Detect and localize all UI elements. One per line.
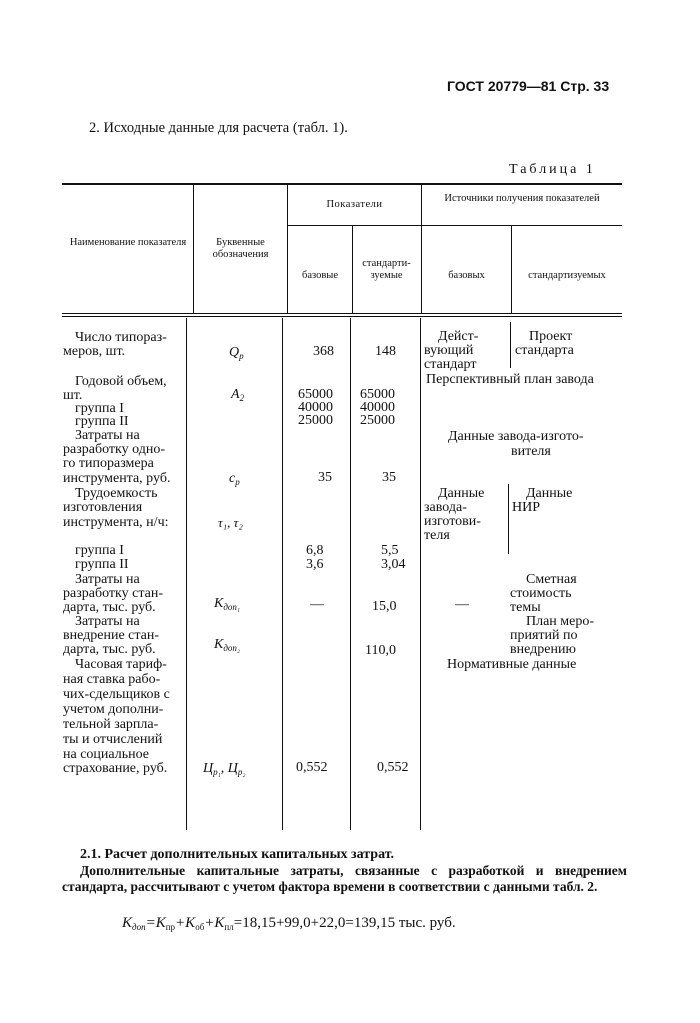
- subheading: 2.1. Расчет дополнительных капитальных затрат.: [80, 847, 395, 862]
- r4-group1-std: 5,5: [381, 543, 399, 558]
- r2-base: 65000: [298, 387, 333, 402]
- r4-src-base-line1: Данные: [438, 486, 485, 501]
- vline-source-2: [508, 484, 509, 554]
- vline-body-4: [420, 318, 421, 830]
- r5-name-line3: дарта, тыс. руб.: [63, 600, 156, 615]
- r1-src-std-line2: стандарта: [515, 343, 574, 358]
- r5-src-base: —: [455, 597, 469, 612]
- r5-name-line1: Затраты на: [75, 572, 140, 587]
- r5-name-line2: разработку стан-: [63, 586, 163, 601]
- col-name-header: Наименование показателя: [69, 237, 187, 248]
- r3-name-line2: разработку одно-: [63, 442, 165, 457]
- r6-src-std-line3: внедрению: [510, 642, 576, 657]
- vline-body-1: [186, 318, 187, 830]
- r1-std: 148: [375, 344, 396, 359]
- table-top-rule: [62, 183, 622, 185]
- header-bottom-rule-2: [62, 316, 622, 317]
- table-label: Таблица 1: [509, 162, 596, 177]
- running-header: ГОСТ 20779—81 Стр. 33: [447, 78, 610, 94]
- r1-src-base-line1: Дейст-: [438, 329, 479, 344]
- vline-source-1: [510, 322, 511, 368]
- r4-src-std-line2: НИР: [512, 500, 541, 515]
- r4-src-base-line3: изготови-: [424, 514, 481, 529]
- r7-symbol: $Ц_{р_1}$, $Ц_{р_2}$: [203, 761, 246, 777]
- r2-name-line1: Годовой объем,: [75, 374, 167, 389]
- r3-name-line1: Затраты на: [75, 428, 140, 443]
- r5-src-std-line2: стоимость: [510, 586, 572, 601]
- r6-std: 110,0: [365, 643, 396, 658]
- r6-symbol: $K_{доп_2}$: [214, 637, 241, 653]
- col-sources-header: Источники получения показателей: [444, 193, 600, 204]
- r3-name-line3: го типоразмера: [63, 456, 154, 471]
- r5-base: —: [310, 597, 324, 612]
- r1-src-base-line3: стандарт: [424, 357, 477, 372]
- r4-src-base-line2: завода-: [424, 500, 467, 515]
- r1-symbol: $Q_р$: [229, 345, 244, 361]
- r6-name-line3: дарта, тыс. руб.: [63, 642, 156, 657]
- col-src-std-header: стандартизуемых: [528, 270, 606, 281]
- r4-group2-std: 3,04: [381, 557, 406, 572]
- r4-name-line3: инструмента, н/ч:: [63, 515, 169, 530]
- r1-base: 368: [313, 344, 334, 359]
- r4-group1-base: 6,8: [306, 543, 324, 558]
- r2-group2-std: 25000: [360, 413, 395, 428]
- r3-std: 35: [382, 470, 396, 485]
- r3-source-line2: вителя: [511, 444, 551, 459]
- r4-src-std-line1: Данные: [526, 486, 573, 501]
- r4-group1-label: группа I: [75, 543, 124, 558]
- vline-header-5: [511, 225, 512, 313]
- r2-group1-std: 40000: [360, 400, 395, 415]
- r2-source: Перспективный план завода: [426, 372, 594, 387]
- col-symbol-header: Буквенные обозначения: [212, 237, 269, 260]
- r6-src-std-line1: План меро-: [526, 614, 595, 629]
- r7-base: 0,552: [296, 760, 328, 775]
- r1-name-line2: меров, шт.: [63, 344, 126, 359]
- paragraph: Дополнительные капитальные затраты, связанные с разработкой и внедрением стандарта, рассчитывают с учетом фактора времени в соответствии с данными табл. 2.: [62, 863, 627, 894]
- r4-name-line1: Трудоемкость: [75, 486, 158, 501]
- col-src-base-header: базовых: [448, 270, 485, 281]
- vline-header-2: [287, 185, 288, 313]
- header-inner-rule: [287, 225, 622, 226]
- vline-header-4: [421, 185, 422, 313]
- vline-body-3: [350, 318, 351, 830]
- r6-src-std-line2: приятий по: [510, 628, 578, 643]
- r3-name-line4: инструмента, руб.: [63, 471, 171, 486]
- r7-std: 0,552: [377, 760, 409, 775]
- r1-src-base-line2: вующий: [424, 343, 474, 358]
- r7-name-line5: тельной зарпла-: [63, 717, 159, 732]
- formula: $K_{доп}=K_{пр}+K_{об}+K_{пл}=18,15+99,0+22,0=139,15$ тыс. руб.: [122, 915, 456, 932]
- r3-source-line1: Данные завода-изгото-: [448, 429, 584, 444]
- r7-source: Нормативные данные: [447, 657, 577, 672]
- r5-std: 15,0: [372, 599, 397, 614]
- r7-name-line3: чих-сдельщиков с: [63, 687, 170, 702]
- r7-name-line6: ты и отчислений: [63, 732, 163, 747]
- r4-name-line2: изготовления: [63, 500, 143, 515]
- r2-group1-base: 40000: [298, 400, 333, 415]
- r2-symbol: $A_2$: [231, 387, 245, 403]
- r5-src-std-line3: темы: [510, 600, 541, 615]
- section-heading: 2. Исходные данные для расчета (табл. 1).: [89, 120, 348, 136]
- r7-name-line4: учетом дополни-: [63, 702, 164, 717]
- r1-src-std-line1: Проект: [529, 329, 573, 344]
- r2-std: 65000: [360, 387, 395, 402]
- r4-src-base-line4: теля: [424, 528, 450, 543]
- r2-name-line2: шт.: [63, 388, 83, 403]
- r7-name-line8: страхование, руб.: [63, 761, 168, 776]
- vline-header-1: [193, 185, 194, 313]
- r7-name-line7: на социальное: [63, 747, 149, 762]
- vline-body-2: [282, 318, 283, 830]
- r2-group2-base: 25000: [298, 413, 333, 428]
- r2-group2-label: группа II: [75, 414, 129, 429]
- r1-name-line1: Число типораз-: [75, 330, 167, 345]
- r4-group2-base: 3,6: [306, 557, 324, 572]
- r2-group1-label: группа I: [75, 401, 124, 416]
- header-bottom-rule-1: [62, 313, 622, 314]
- r3-base: 35: [318, 470, 332, 485]
- col-indicators-header: Показатели: [326, 199, 383, 210]
- col-std-header: стандарти-зуемые: [362, 258, 411, 281]
- r5-src-std-line1: Сметная: [526, 572, 577, 587]
- r6-name-line1: Затраты на: [75, 614, 140, 629]
- r4-group2-label: группа II: [75, 557, 129, 572]
- r6-name-line2: внедрение стан-: [63, 628, 160, 643]
- r5-symbol: $K_{доп_1}$: [214, 596, 241, 612]
- col-base-header: базовые: [301, 270, 338, 281]
- r3-symbol: $c_р$: [229, 471, 240, 487]
- r7-name-line2: ная ставка рабо-: [63, 672, 161, 687]
- r4-symbol: τ₁, τ₂: [218, 515, 243, 530]
- r7-name-line1: Часовая тариф-: [75, 657, 167, 672]
